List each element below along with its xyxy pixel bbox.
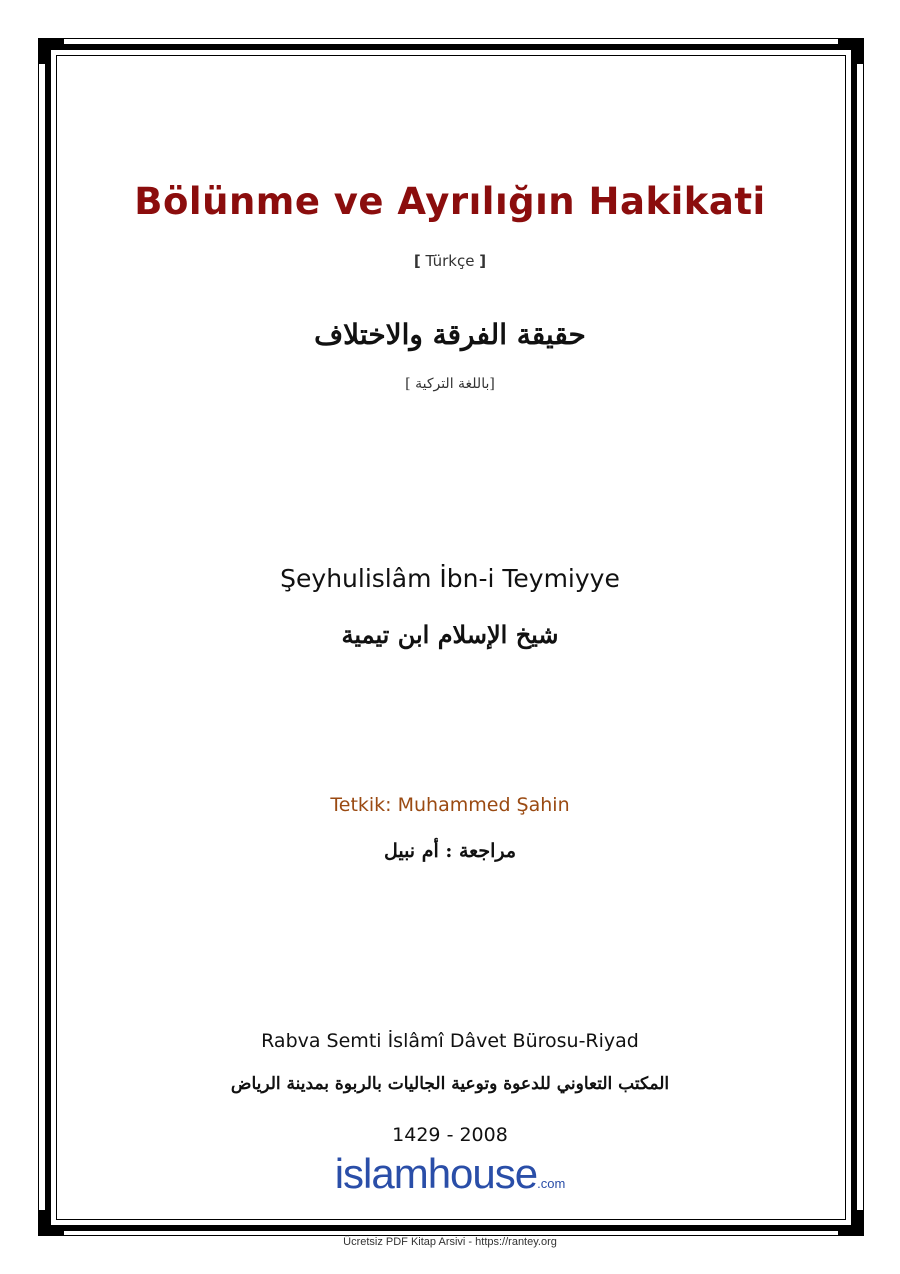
reviewer-name: Muhammed Şahin: [397, 794, 570, 816]
arabic-title: حقيقة الفرقة والاختلاف: [314, 318, 586, 351]
author-name: Şeyhulislâm İbn-i Teymiyye: [280, 564, 620, 593]
publisher-name-arabic: المكتب التعاوني للدعوة وتوعية الجاليات بالربوة بمدينة الرياض: [230, 1074, 670, 1094]
footer-watermark: Ücretsiz PDF Kitap Arsivi - https://rantey.org: [343, 1236, 557, 1248]
publication-year: 1429 - 2008: [392, 1124, 508, 1146]
logo-suffix-text: .com: [537, 1176, 566, 1191]
author-name-arabic: شيخ الإسلام ابن تيمية: [341, 620, 559, 649]
corner-ornament: [856, 38, 864, 64]
logo-main-text: islamhouse: [334, 1150, 538, 1197]
corner-ornament: [856, 1210, 864, 1236]
reviewer: [0, 794, 900, 816]
publisher-name: Rabva Semti İslâmî Dâvet Bürosu-Riyad: [261, 1030, 639, 1052]
corner-ornament: [38, 38, 46, 64]
arabic-language-label: [باللغة التركية ]: [405, 376, 495, 392]
corner-ornament: [38, 1210, 46, 1236]
reviewer-label: Tetkik:: [330, 794, 392, 816]
book-title: Bölünme ve Ayrılığın Hakikati: [134, 180, 766, 223]
islamhouse-logo[interactable]: [0, 1150, 900, 1198]
language-name: Türkçe: [425, 252, 475, 270]
language-label: [0, 252, 900, 270]
language-bracket-close: ]: [479, 252, 487, 270]
language-bracket-open: [: [413, 252, 421, 270]
reviewer-arabic: مراجعة : أم نبيل: [383, 840, 517, 862]
